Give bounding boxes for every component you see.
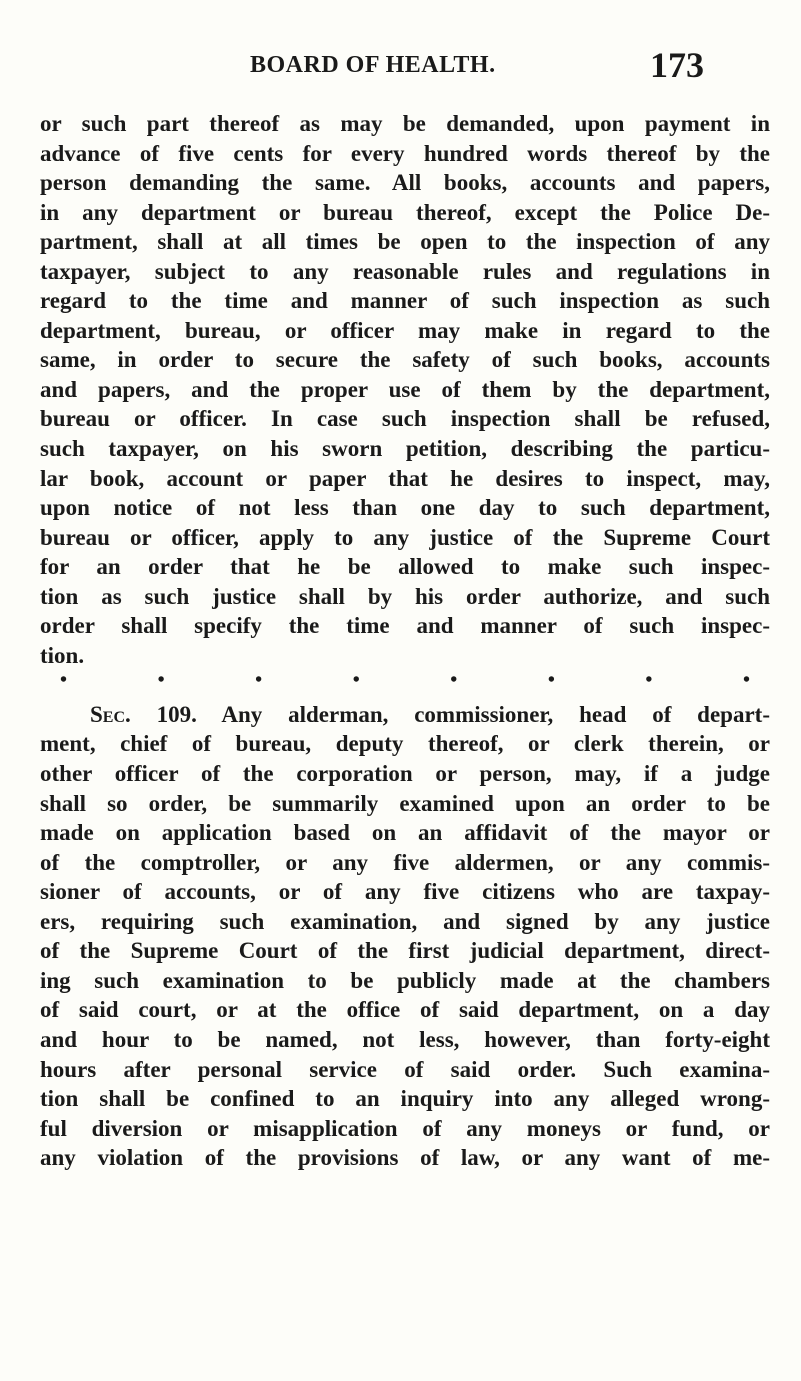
text-line: sioner of accounts, or of any five citizens who are taxpay-	[40, 879, 770, 905]
text-line: of said court, or at the office of said department, on a day	[40, 997, 770, 1023]
omission-dot: •	[60, 669, 68, 692]
text-line: made on application based on an affidavit of the mayor or	[40, 820, 770, 846]
text-line: in any department or bureau thereof, except the Police De-	[40, 199, 770, 225]
text-line: and papers, and the proper use of them by the department,	[40, 376, 770, 402]
text-line: ful diversion or misapplication of any moneys or fund, or	[40, 1115, 770, 1141]
text-line: tion as such justice shall by his order authorize, and such	[40, 583, 770, 609]
page-body	[40, 109, 770, 1173]
omission-dot: •	[157, 669, 165, 692]
text-line: advance of five cents for every hundred words thereof by the	[40, 140, 770, 166]
text-line: order shall specify the time and manner of such inspec-	[40, 613, 770, 639]
text-line: hours after personal service of said order. Such examina-	[40, 1056, 770, 1082]
omission-dot: •	[352, 669, 360, 692]
text-line: of the comptroller, or any five aldermen, or any commis-	[40, 849, 770, 875]
omission-dots	[60, 670, 750, 700]
omission-dot: •	[450, 669, 458, 692]
text-line: ers, requiring such examination, and signed by any justice	[40, 908, 770, 934]
text-line: or such part thereof as may be demanded, upon payment in	[40, 111, 770, 136]
text-line: bureau or officer, apply to any justice of the Supreme Court	[40, 524, 770, 550]
text-line: person demanding the same. All books, accounts and papers,	[40, 170, 770, 196]
text-line: such taxpayer, on his sworn petition, describing the particu-	[40, 436, 770, 462]
omission-dot: •	[742, 669, 750, 692]
omission-dot: •	[547, 669, 555, 692]
text-line: of the Supreme Court of the first judicial department, direct-	[40, 938, 770, 964]
text-line: for an order that he be allowed to make such inspec-	[40, 554, 770, 580]
section-first-line	[40, 700, 770, 730]
text-line: other officer of the corporation or person, may, if a judge	[40, 761, 770, 787]
text-line: any violation of the provisions of law, or any want of me-	[40, 1145, 770, 1171]
text-line: and hour to be named, not less, however, than forty-eight	[40, 1026, 770, 1052]
text-line: ment, chief of bureau, deputy thereof, or clerk therein, or	[40, 731, 770, 757]
text-line: tion shall be confined to an inquiry into any alleged wrong-	[40, 1086, 770, 1112]
text-line: tion.	[40, 642, 85, 668]
text-line: bureau or officer. In case such inspection shall be refused,	[40, 406, 770, 432]
running-head	[230, 46, 750, 86]
text-line: taxpayer, subject to any reasonable rules and regulations in	[40, 258, 770, 284]
text-line: shall so order, be summarily examined upon an order to be	[40, 790, 770, 816]
text-line: upon notice of not less than one day to such department,	[40, 495, 770, 521]
page-number: 173	[650, 45, 704, 85]
section-first-line-text: 109. Any alderman, commissioner, head of depart-	[130, 701, 770, 727]
text-line: same, in order to secure the safety of such books, accounts	[40, 347, 770, 373]
running-head-title: BOARD OF HEALTH.	[250, 52, 496, 78]
omission-dot: •	[255, 669, 263, 692]
text-line: department, bureau, or officer may make in regard to the	[40, 317, 770, 343]
section-109	[40, 700, 770, 1173]
text-line: ing such examination to be publicly made at the chambers	[40, 967, 770, 993]
text-line: regard to the time and manner of such inspection as such	[40, 288, 770, 314]
paragraph-continued	[40, 109, 770, 670]
omission-dot: •	[645, 669, 653, 692]
text-line: lar book, account or paper that he desires to inspect, may,	[40, 465, 770, 491]
text-line: partment, shall at all times be open to the inspection of any	[40, 229, 770, 255]
section-label: Sec.	[90, 701, 131, 727]
